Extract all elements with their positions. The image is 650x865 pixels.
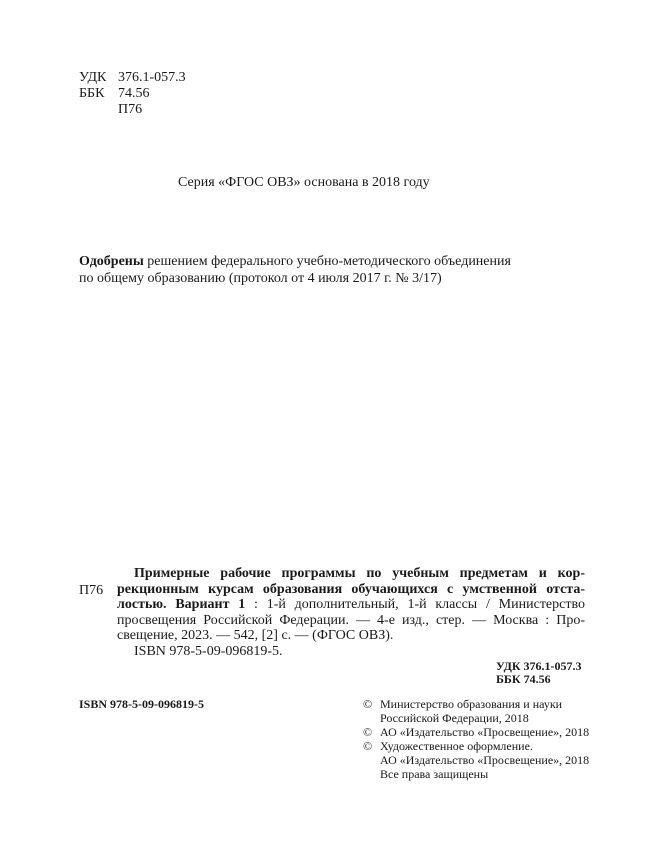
approval-line-1-rest: решением федерального учебно-методического объединения: [143, 254, 511, 269]
series-line: Серия «ФГОС ОВЗ» основана в 2018 году: [178, 175, 430, 190]
right-codes: [496, 660, 582, 686]
approval-line-1: [79, 253, 511, 270]
bib-title-end: лостью. Вариант 1: [117, 597, 246, 612]
bbk-value: 74.56: [118, 86, 150, 101]
bib-title-line-2: рекционным курсам образования обучающихся с умственной отста-: [117, 581, 585, 597]
author-mark: П76: [118, 102, 143, 117]
approval-line-2: по общему образованию (протокол от 4 июля 2017 г. № 3/17): [79, 271, 442, 286]
isbn-bottom: ISBN 978-5-09-096819-5: [79, 697, 204, 711]
copyright-block: [363, 697, 589, 781]
classification-block: [79, 70, 186, 118]
author-mark-row: [79, 102, 186, 118]
approval-bold-word: Одобрены: [79, 254, 144, 269]
bbk-row: [79, 86, 186, 102]
copyright-entry-1: © Министерство образования и науки: [363, 697, 563, 711]
bib-line-3-rest: : 1-й дополнительный, 1-й классы / Министерство: [245, 597, 585, 612]
bib-title-line-1: Примерные рабочие программы по учебным предметам и кор-: [134, 566, 585, 581]
bib-isbn: ISBN 978-5-09-096819-5.: [134, 643, 283, 659]
copyright-entry-2: © АО «Издательство «Просвещение», 2018: [363, 725, 590, 739]
udk-row: [79, 70, 186, 86]
bibliographic-record: [117, 566, 585, 659]
right-bbk: ББК 74.56: [496, 672, 551, 686]
bibliographic-code: П76: [79, 583, 104, 598]
bbk-label: ББК: [79, 86, 105, 101]
right-udk: УДК 376.1-057.3: [496, 659, 582, 673]
copyright-symbol: ©: [363, 725, 373, 739]
udk-value: 376.1-057.3: [118, 70, 186, 85]
udk-label: УДК: [79, 70, 107, 85]
rights-reserved: Все права защищены: [380, 767, 489, 781]
copyright-symbol: ©: [363, 697, 373, 711]
bib-line-3: [117, 597, 585, 613]
copyright-entry-3-cont: АО «Издательство «Просвещение», 2018: [380, 753, 590, 767]
copyright-entry-3: © Художественное оформление.: [363, 739, 533, 753]
bib-line-4: просвещения Российской Федерации. — 4-е изд., стер. — Москва : Про-: [117, 612, 585, 628]
copyright-symbol: ©: [363, 739, 373, 753]
approval-block: [79, 253, 511, 287]
bib-line-5: свещение, 2023. — 542, [2] с. — (ФГОС ОВЗ).: [117, 628, 394, 643]
copyright-entry-1-cont: Российской Федерации, 2018: [380, 711, 529, 725]
